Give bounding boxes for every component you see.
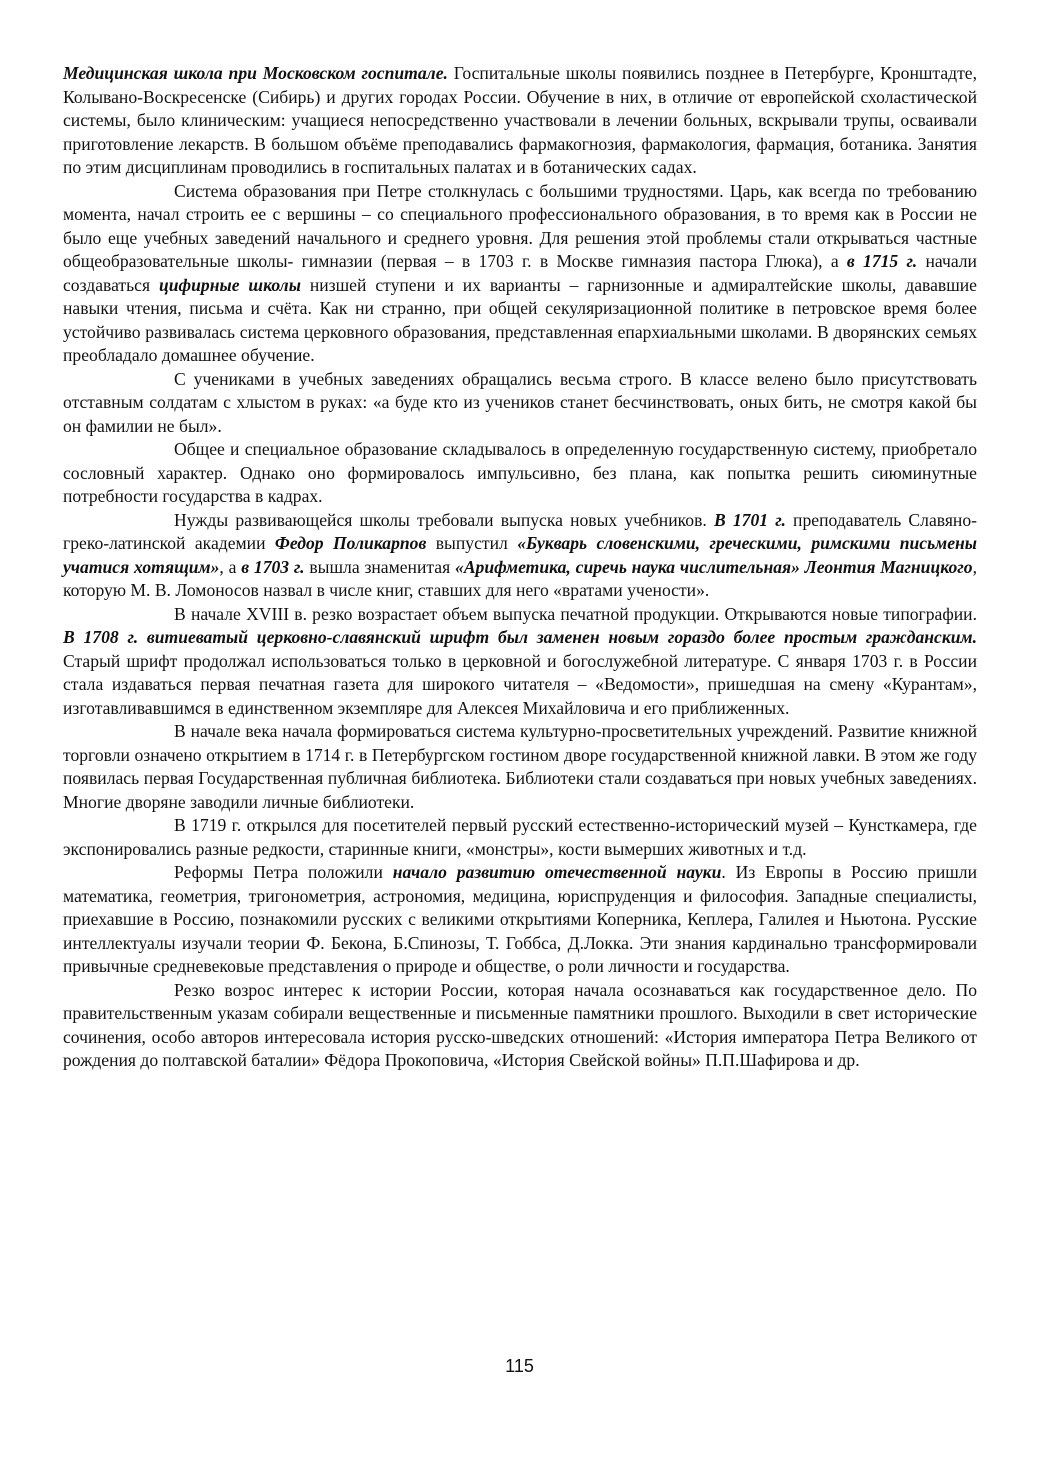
page-number: 115	[505, 1356, 534, 1376]
paragraph-text: вышла знаменитая	[304, 556, 456, 577]
paragraph	[63, 814, 977, 861]
paragraph-text: Общее и специальное образование складывалось в определенную государственную систему, приобретало сословный характер. Однако оно формировалось импульсивно, без плана, как попытка решить сиюминутные потребности государства в кадрах.	[63, 439, 977, 506]
bold-italic-text: в 1703 г.	[241, 556, 305, 577]
paragraph	[63, 720, 977, 814]
paragraph-text: Система образования при Петре столкнулась с большими трудностями. Царь, как всегда по требованию момента, начал строить ее с вершины – со специального профессионального образования, в то время как в России не было еще учебных заведений начального и среднего уровня. Для решения этой проблемы стали открываться частные общеобразовательные школы- гимназии (первая – в 1703 г. в Москве гимназия пастора Глюка), а	[63, 180, 977, 271]
paragraph-text: Госпитальные школы появились позднее в Петербурге, Кронштадте, Колывано-Воскресенске (Сибирь) и других городах России. Обучение в них, в отличие от европейской схоластической системы, было клиническим: учащиеся непосредственно участвовали в лечении больных, вскрывали трупы, осваивали приготовление лекарств. В большом объёме преподавались фармакогнозия, фармакология, фармация, ботаника. Занятия по этим дисциплинам проводились в госпитальных палатах и в ботанических садах.	[63, 63, 977, 177]
bold-italic-text: «Арифметика, сиречь наука числительная» Леонтия Магницкого	[455, 556, 973, 577]
paragraph-text: низшей ступени и их варианты – гарнизонные и адмиралтейские школы, дававшие навыки чтения, письма и счёта. Как ни странно, при общей секуляризационной политике в петровское время более устойчиво развивалась система церковного образования, представленная епархиальными школами. В дворянских семьях преобладало домашнее обучение.	[63, 274, 977, 365]
paragraph-text: В начале века начала формироваться система культурно-просветительных учреждений. Развитие книжной торговли означено открытием в 1714 г. в Петербургском гостином дворе государственной книжной лавки. В этом же году появилась первая Государственная публичная библиотека. Библиотеки стали создаваться при новых учебных заведениях. Многие дворяне заводили личные библиотеки.	[63, 721, 977, 812]
paragraph	[63, 603, 977, 721]
paragraph-text: С учениками в учебных заведениях обращались весьма строго. В классе велено было присутствовать отставным солдатам с хлыстом в руках: «а буде кто из учеников станет бесчинствовать, оных бить, не смотря какой бы он фамилии не был».	[63, 368, 977, 436]
document-page	[63, 62, 977, 1073]
paragraph	[63, 861, 977, 979]
bold-italic-text: «Букварь словенскими, греческими, римскими письмены учатися хотящим»	[63, 533, 977, 577]
paragraph-text: В начале XVIII в. резко возрастает объем выпуска печатной продукции. Открываются новые типографии.	[174, 603, 977, 624]
paragraph	[63, 509, 977, 603]
paragraph-text: , а	[219, 556, 242, 577]
bold-italic-text: в 1715 г.	[846, 251, 918, 271]
bold-italic-text: В 1708 г. витиеватый церковно-славянский шрифт был заменен новым гораздо более простым гражданским.	[63, 627, 977, 647]
paragraph	[63, 368, 977, 439]
bold-italic-text: цифирные школы	[158, 274, 301, 295]
paragraph-text: , которую М. В. Ломоносов назвал в числе книг, ставших для него «вратами учености».	[63, 556, 977, 600]
bold-italic-text: Федор Поликарпов	[274, 533, 427, 553]
paragraph-text: Реформы Петра положили	[174, 862, 393, 882]
paragraph-text: начали создаваться	[63, 251, 977, 295]
paragraph-text: выпустил	[426, 533, 518, 553]
paragraph-text: В 1719 г. открылся для посетителей первый русский естественно-исторический музей – Кунсткамера, где экспонировались разные редкости, старинные книги, «монстры», кости вымерших животных и т.д.	[63, 815, 977, 859]
paragraph-text: преподаватель Славяно-греко-латинской академии	[63, 509, 977, 553]
bold-italic-text: Медицинская школа при Московском госпитале.	[63, 63, 448, 83]
paragraph-text: Нужды развивающейся школы требовали выпуска новых учебников.	[174, 509, 714, 530]
paragraph-text: Старый шрифт продолжал использоваться только в церковной и богослужебной литературе. С января 1703 г. в России стала издаваться первая печатная газета для широкого читателя – «Ведомости», пришедшая на смену «Курантам», изготавливавшимся в единственном экземпляре для Алексея Михайловича и его приближенных.	[63, 650, 977, 718]
paragraph	[63, 979, 977, 1073]
paragraph	[63, 438, 977, 509]
paragraph-text: . Из Европы в Россию пришли математика, геометрия, тригонометрия, астрономия, медицина, юриспруденция и философия. Западные специалисты, приехавшие в Россию, познакомили русских с великими открытиями Коперника, Кеплера, Галилея и Ньютона. Русские интеллектуалы изучали теории Ф. Бекона, Б.Спинозы, Т. Гоббса, Д.Локка. Эти знания кардинально трансформировали привычные средневековые представления о природе и обществе, о роли личности и государства.	[63, 862, 977, 976]
paragraph	[63, 180, 977, 368]
bold-italic-text: В 1701 г.	[713, 509, 786, 530]
paragraph-text: Резко возрос интерес к истории России, которая начала осознаваться как государственное дело. По правительственным указам собирали вещественные и письменные памятники прошлого. Выходили в свет исторические сочинения, особо авторов интересовала история русско-шведских отношений: «История императора Петра Великого от рождения до полтавской баталии» Фёдора Прокоповича, «История Свейской войны» П.П.Шафирова и др.	[63, 979, 977, 1070]
paragraph	[63, 62, 977, 180]
bold-italic-text: начало развитию отечественной науки	[392, 862, 722, 882]
